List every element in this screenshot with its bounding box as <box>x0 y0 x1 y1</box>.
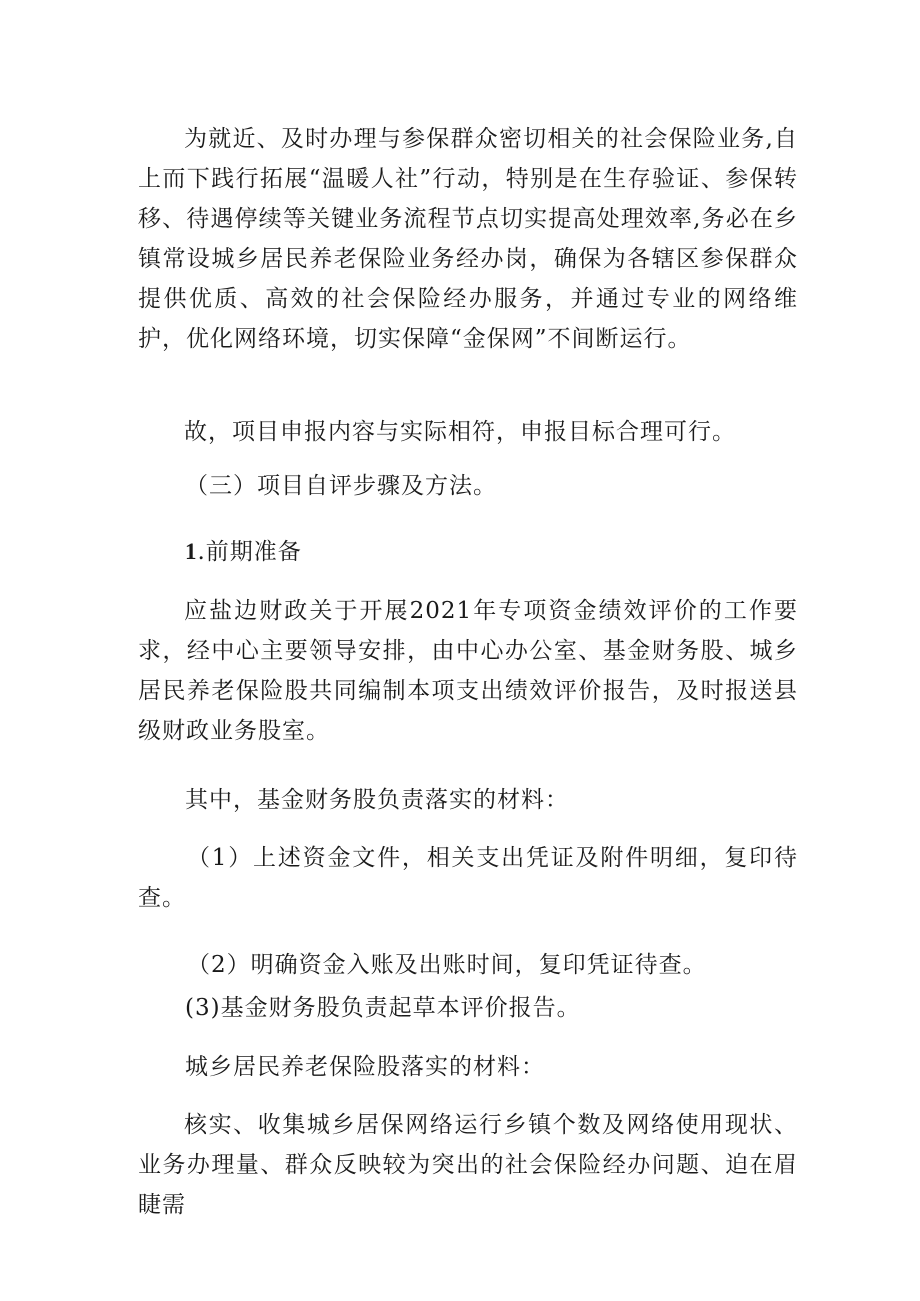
paragraph-conclusion: 故，项目申报内容与实际相符，申报目标合理可行。 <box>184 419 736 445</box>
sub-heading-preparation <box>185 532 302 572</box>
list-item-1: （1）上述资金文件，相关支出凭证及附件明细，复印待查。 <box>138 845 798 911</box>
section-heading: （三）项目自评步骤及方法。 <box>185 473 497 499</box>
sub-heading-text: .前期准备 <box>197 539 302 565</box>
paragraph-pension-materials: 城乡居民养老保险股落实的材料： <box>185 1054 545 1080</box>
list-item-3: (3)基金财务股负责起草本评价报告。 <box>185 995 581 1021</box>
paragraph-work-requirement: 应盐边财政关于开展2021年专项资金绩效评价的工作要求，经中心主要领导安排，由中心办公室、基金财务股、城乡居民养老保险股共同编制本项支出绩效评价报告，及时报送县级财政业务股室。 <box>138 598 798 744</box>
paragraph-fund-finance-materials: 其中，基金财务股负责落实的材料： <box>185 787 569 813</box>
paragraph-service-intro: 为就近、及时办理与参保群众密切相关的社会保险业务,自上而下践行拓展“温暖人社”行动，特别是在生存验证、参保转移、待遇停续等关键业务流程节点切实提高处理效率,务必在乡镇常设城乡居民养老保险业务经办岗，确保为各辖区参保群众提供优质、高效的社会保险经办服务，并通过专业的网络维护，优化网络环境，切实保障“金保网”不间断运行。 <box>138 126 798 352</box>
list-item-2: （2）明确资金入账及出账时间，复印凭证待查。 <box>187 952 707 978</box>
sub-heading-number: 1 <box>185 539 198 564</box>
paragraph-verification: 核实、收集城乡居保网络运行乡镇个数及网络使用现状、业务办理量、群众反映较为突出的社会保险经办问题、迫在眉睫需 <box>138 1112 798 1218</box>
